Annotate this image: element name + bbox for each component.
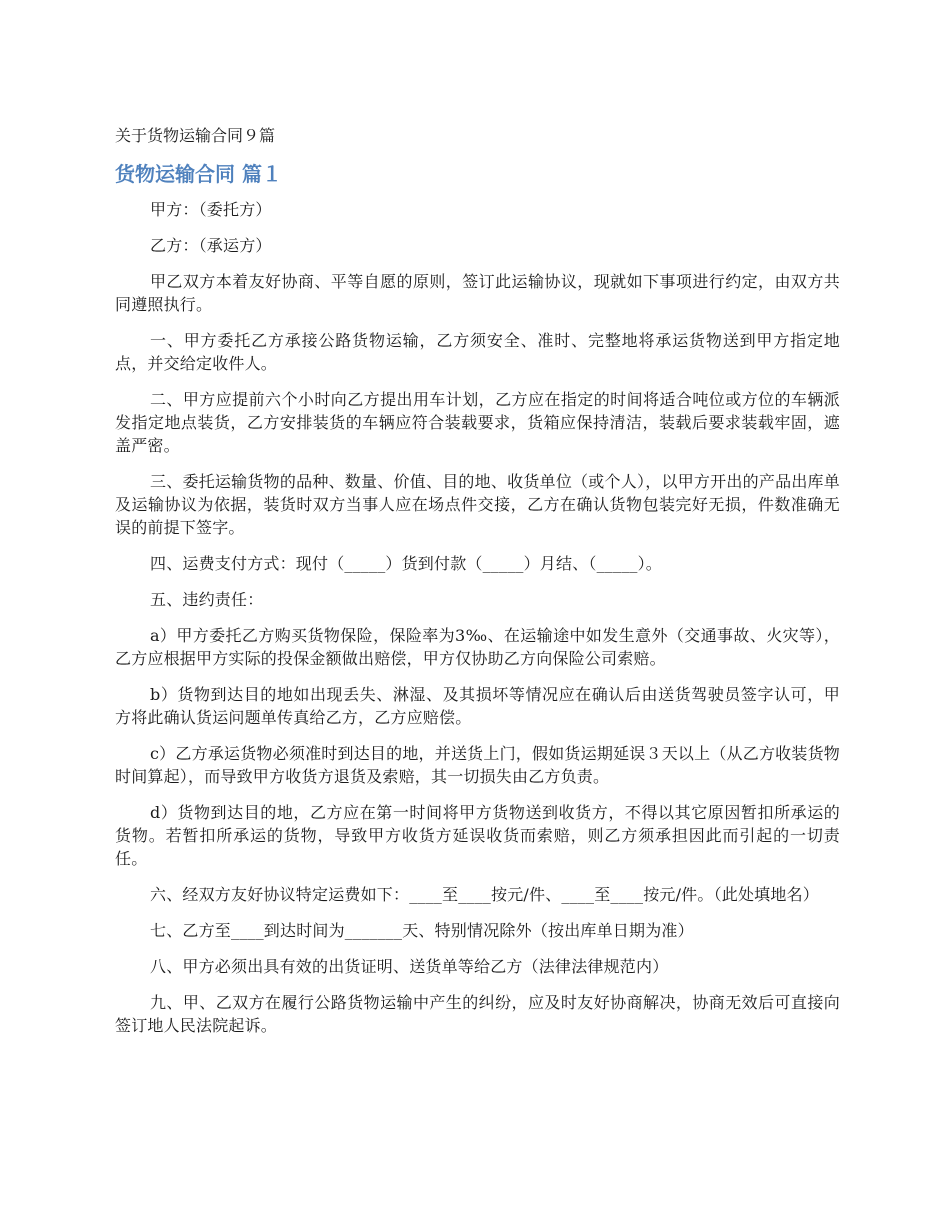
liability-item-b: b）货物到达目的地如出现丢失、淋湿、及其损坏等情况应在确认后由送货驾驶员签字认可，甲方将此确认货运问题单传真给乙方，乙方应赔偿。: [115, 685, 840, 727]
party-b-line: 乙方：（承运方）: [150, 236, 272, 255]
clause-6-freight: 六、经双方友好协议特定运费如下：____至____按元/件、____至____按元/件。（此处填地名）: [150, 885, 819, 904]
clause-4-payment: 四、运费支付方式：现付（_____）货到付款（_____）月结、（_____）。: [150, 554, 663, 573]
clause-5-liability: 五、违约责任：: [150, 590, 264, 609]
document-title: 关于货物运输合同９篇: [115, 126, 276, 145]
document-page: [115, 124, 840, 1050]
clause-3: 三、委托运输货物的品种、数量、价值、目的地、收货单位（或个人），以甲方开出的产品出库单及运输协议为依据，装货时双方当事人应在场点件交接，乙方在确认货物包装完好无损，件数准确无误的前提下签字。: [115, 472, 840, 537]
liability-item-a: a）甲方委托乙方购买货物保险，保险率为3‰、在运输途中如发生意外（交通事故、火灾等），乙方应根据甲方实际的投保金额做出赔偿，甲方仅协助乙方向保险公司索赔。: [115, 626, 840, 668]
party-a-line: 甲方：（委托方）: [150, 200, 272, 219]
liability-item-d: d）货物到达目的地，乙方应在第一时间将甲方货物送到收货方，不得以其它原因暂扣所承运的货物。若暂扣所承运的货物，导致甲方收货方延误收货而索赔，则乙方须承担因此而引起的一切责任。: [115, 803, 840, 868]
section-heading: 货物运输合同 篇１: [115, 162, 282, 186]
clause-2: 二、甲方应提前六个小时向乙方提出用车计划，乙方应在指定的时间将适合吨位或方位的车辆派发指定地点装货，乙方安排装货的车辆应符合装载要求，货箱应保持清洁，装载后要求装载牢固，遮盖严密。: [115, 390, 840, 455]
clause-8-documents: 八、甲方必须出具有效的出货证明、送货单等给乙方（法律法律规范内）: [150, 957, 669, 976]
clause-9-disputes: 九、甲、乙双方在履行公路货物运输中产生的纠纷，应及时友好协商解决，协商无效后可直接向签订地人民法院起诉。: [115, 993, 840, 1035]
liability-item-c: c）乙方承运货物必须准时到达目的地，并送货上门，假如货运期延误３天以上（从乙方收装货物时间算起），而导致甲方收货方退货及索赔，其一切损失由乙方负责。: [115, 744, 840, 786]
preamble-paragraph: 甲乙双方本着友好协商、平等自愿的原则，签订此运输协议，现就如下事项进行约定，由双方共同遵照执行。: [115, 272, 840, 314]
clause-7-arrival: 七、乙方至____到达时间为_______天、特别情况除外（按出库单日期为准）: [150, 921, 694, 940]
clause-1: 一、甲方委托乙方承接公路货物运输，乙方须安全、准时、完整地将承运货物送到甲方指定地点，并交给定收件人。: [115, 331, 840, 373]
